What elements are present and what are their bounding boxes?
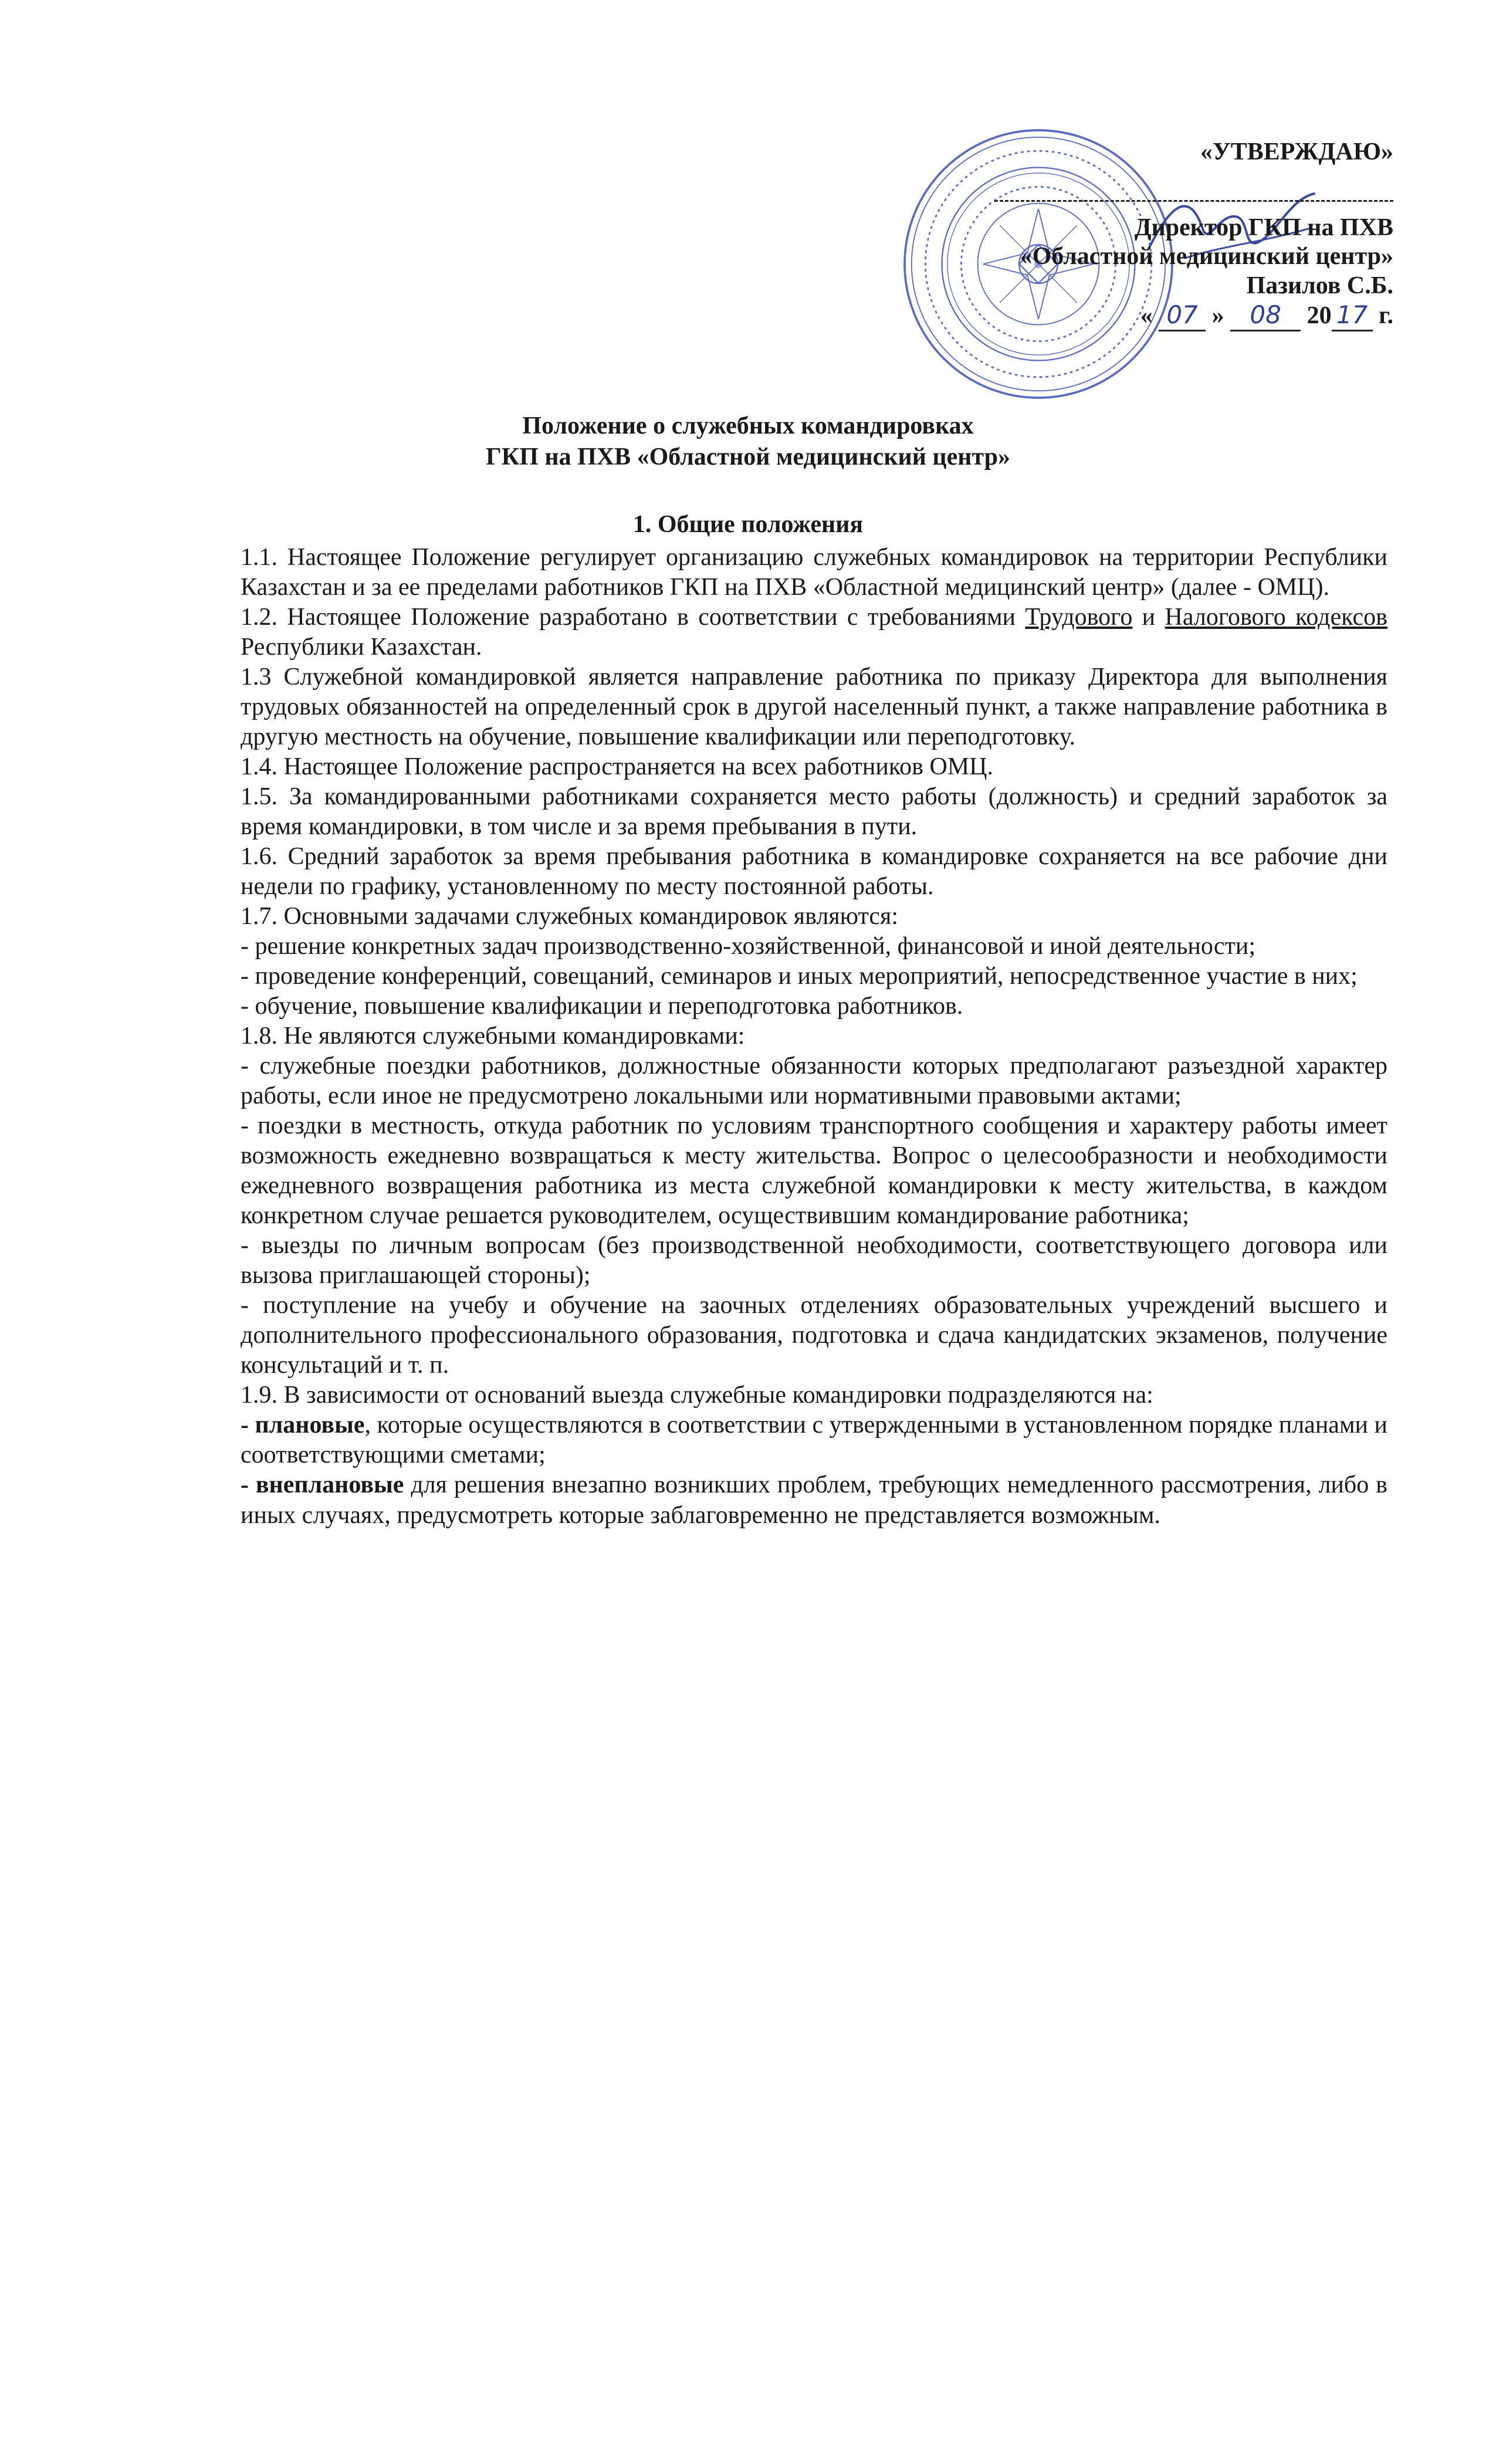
list-item: - выезды по личным вопросам (без производственной необходимости, соответствующего договора или вызова приглашающей стороны); <box>241 1232 1387 1289</box>
date-month: 08 <box>1230 300 1301 331</box>
paragraph-1-4: 1.4. Настоящее Положение распространяется на всех работников ОМЦ. <box>241 753 993 781</box>
list-item: - поездки в местность, откуда работник по условиям транспортного сообщения и характеру работы имеет возможность ежедневно возвращаться к месту жительства. Вопрос о целесообразности и необходимости ежедневного возвращения работника из места служебной командировки к месту жительства, в каждом конкретном случае решается руководителем, осуществившим командирование работника; <box>241 1112 1387 1230</box>
labor-code-link[interactable]: Трудового <box>1025 604 1133 631</box>
unplanned-term: - внеплановые <box>241 1471 404 1499</box>
document-body <box>241 543 1387 1531</box>
approval-heading: «УТВЕРЖДАЮ» <box>1200 138 1393 165</box>
list-item <box>241 1470 1387 1530</box>
signature-line <box>994 197 1393 202</box>
paragraph-1-2-text-c: Республики Казахстан. <box>241 634 482 661</box>
paragraph-1-5: 1.5. За командированными работниками сохраняется место работы (должность) и средний заработок за время командировки, в том числе и за время пребывания в пути. <box>241 783 1387 841</box>
paragraph-1-2 <box>241 603 1387 662</box>
paragraph-1-1: 1.1. Настоящее Положение регулирует организацию служебных командировок на территории Республики Казахстан и за ее пределами работников ГКП на ПХВ «Областной медицинский центр» (далее - ОМЦ). <box>241 544 1387 601</box>
paragraph-1-9: 1.9. В зависимости от оснований выезда служебные командировки подразделяются на: <box>241 1382 1153 1409</box>
title-line-1: Положение о служебных командировках <box>522 412 974 439</box>
list-item: - поступление на учебу и обучение на заочных отделениях образовательных учреждений высшего и дополнительного профессионального образования, подготовка и сдача кандидатских экзаменов, получение консультаций и т. п. <box>241 1292 1387 1379</box>
approval-block <box>971 138 1393 331</box>
list-item: - служебные поездки работников, должностные обязанности которых предполагают разъездной характер работы, если иное не предусмотрено локальными или нормативными правовыми актами; <box>241 1052 1387 1110</box>
date-year-prefix: 20 <box>1307 302 1332 330</box>
planned-term: - плановые <box>241 1412 365 1439</box>
list-item: - обучение, повышение квалификации и переподготовка работников. <box>241 993 963 1020</box>
list-item: - решение конкретных задач производственно-хозяйственной, финансовой и иной деятельности; <box>241 933 1256 960</box>
date-open-quote: « <box>1140 302 1153 330</box>
date-year-suffix: 17 <box>1332 300 1373 331</box>
document-title <box>0 411 1496 472</box>
list-item <box>241 1410 1387 1470</box>
paragraph-1-8: 1.8. Не являются служебными командировками: <box>241 1023 745 1050</box>
date-year-end: г. <box>1379 302 1393 330</box>
paragraph-1-2-text-b: и <box>1132 604 1165 631</box>
approval-name: Пазилов С.Б. <box>1246 272 1393 299</box>
section-heading: 1. Общие положения <box>632 511 864 538</box>
date-close-quote: » <box>1211 302 1224 330</box>
paragraph-1-3: 1.3 Служебной командировкой является направление работника по приказу Директора для выполнения трудовых обязанностей на определенный срок в другой населенный пункт, а также направление работника в другую местность на обучение, повышение квалификации или переподготовку. <box>241 664 1387 751</box>
planned-description: , которые осуществляются в соответствии с утвержденными в установленном порядке планами и соответствующими сметами; <box>241 1412 1387 1469</box>
approval-date <box>971 300 1393 331</box>
title-line-2: ГКП на ПХВ «Областной медицинский центр» <box>486 443 1010 471</box>
unplanned-description: для решения внезапно возникших проблем, требующих немедленного рассмотрения, либо в иных случаях, предусмотреть которые заблаговременно не представляется возможным. <box>241 1471 1387 1529</box>
approval-position: Директор ГКП на ПХВ <box>1134 214 1393 241</box>
date-day: 07 <box>1159 300 1206 331</box>
paragraph-1-7: 1.7. Основными задачами служебных командировок являются: <box>241 903 898 930</box>
list-item: - проведение конференций, совещаний, семинаров и иных мероприятий, непосредственное участие в них; <box>241 963 1358 990</box>
tax-code-link[interactable]: Налогового кодексов <box>1165 604 1387 631</box>
approval-organization: «Областной медицинский центр» <box>1020 243 1393 270</box>
paragraph-1-6: 1.6. Средний заработок за время пребывания работника в командировке сохраняется на все рабочие дни недели по графику, установленному по месту постоянной работы. <box>241 843 1387 901</box>
paragraph-1-2-text-a: 1.2. Настоящее Положение разработано в соответствии с требованиями <box>241 604 1025 631</box>
